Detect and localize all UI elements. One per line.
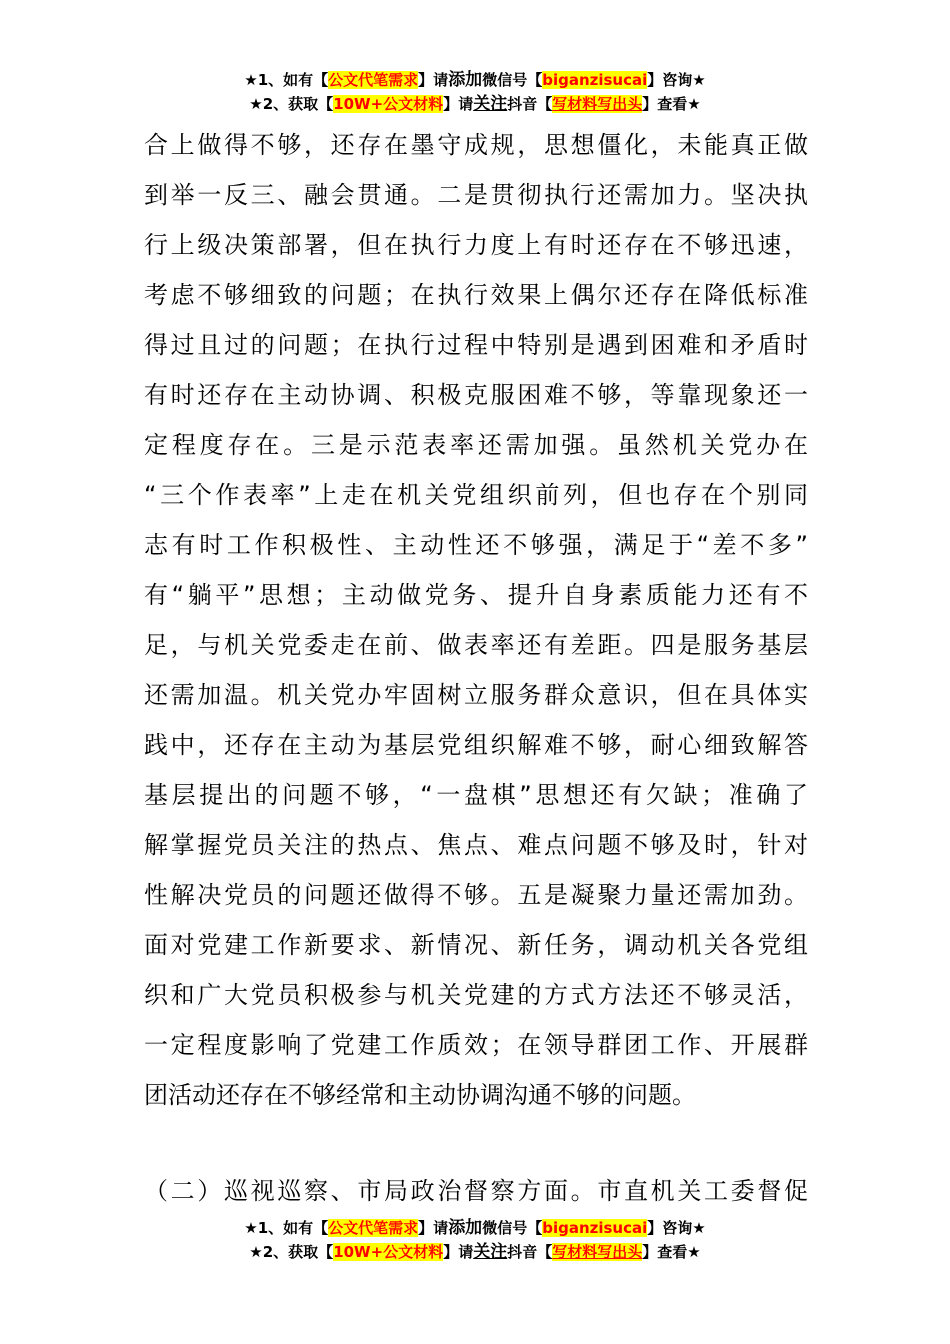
banner-text: 微信号【 (482, 1219, 543, 1237)
paragraph-line: 解掌握党员关注的热点、焦点、难点问题不够及时，针对 (144, 831, 808, 859)
paragraph-line: 到举一反三、融会贯通。二是贯彻执行还需加力。坚决执 (144, 181, 808, 209)
banner-line-1 (0, 1216, 950, 1240)
top-banner (0, 68, 950, 116)
paragraph-line: 有时还存在主动协调、积极克服困难不够，等靠现象还一 (144, 381, 808, 409)
paragraph-line: 践中，还存在主动为基层党组织解难不够，耐心细致解答 (144, 731, 808, 759)
banner-text: 添加 (448, 70, 483, 90)
banner-text: 】请 (418, 71, 449, 89)
offer-highlight: 10W+公文材料 (333, 1243, 444, 1261)
service-highlight: 公文代笔需求 (328, 1219, 419, 1237)
banner-text: 微信号【 (482, 71, 543, 89)
paragraph-line: 团活动还存在不够经常和主动协调沟通不够的问题。 (144, 1081, 696, 1109)
banner-text: 】查看★ (642, 95, 701, 113)
section-heading: （二）巡视巡察、市局政治督察方面。市直机关工委督促 (144, 1177, 808, 1205)
banner-line-2 (0, 92, 950, 116)
paragraph-line: 考虑不够细致的问题；在执行效果上偶尔还存在降低标准 (144, 281, 808, 309)
banner-text: 】请 (443, 1243, 474, 1261)
banner-text: ★1、如有【 (244, 71, 329, 89)
banner-text: 】咨询★ (647, 1219, 706, 1237)
paragraph-line: 性解决党员的问题还做得不够。五是凝聚力量还需加劲。 (144, 881, 808, 909)
banner-text: ★2、获取【 (249, 95, 334, 113)
banner-text: 】请 (418, 1219, 449, 1237)
paragraph-line: 织和广大党员积极参与机关党建的方式方法还不够灵活， (144, 981, 808, 1009)
wechat-id-highlight: biganzisucai (542, 71, 648, 89)
paragraph-line: 合上做得不够，还存在墨守成规，思想僵化，未能真正做 (144, 131, 808, 159)
douyin-highlight: 写材料写出头 (552, 1243, 643, 1261)
banner-text: 】咨询★ (647, 71, 706, 89)
paragraph-line: 足，与机关党委走在前、做表率还有差距。四是服务基层 (144, 631, 808, 659)
paragraph-line: 基层提出的问题不够，“一盘棋”思想还有欠缺；准确了 (144, 781, 808, 809)
banner-text: 】查看★ (642, 1243, 701, 1261)
banner-text: ★1、如有【 (244, 1219, 329, 1237)
banner-line-2 (0, 1240, 950, 1264)
paragraph-line: 志有时工作积极性、主动性还不够强，满足于“差不多” (144, 531, 808, 559)
banner-text: ★2、获取【 (249, 1243, 334, 1261)
banner-line-1 (0, 68, 950, 92)
banner-text: 】请 (443, 95, 474, 113)
banner-text: 添加 (448, 1218, 483, 1238)
banner-text: 关注 (473, 94, 508, 114)
offer-highlight: 10W+公文材料 (333, 95, 444, 113)
paragraph-line: 还需加温。机关党办牢固树立服务群众意识，但在具体实 (144, 681, 808, 709)
banner-text: 抖音【 (507, 1243, 553, 1261)
wechat-id-highlight: biganzisucai (542, 1219, 648, 1237)
service-highlight: 公文代笔需求 (328, 71, 419, 89)
paragraph-line: 有“躺平”思想；主动做党务、提升自身素质能力还有不 (144, 581, 808, 609)
paragraph-line: 面对党建工作新要求、新情况、新任务，调动机关各党组 (144, 931, 808, 959)
paragraph-line: 行上级决策部署，但在执行力度上有时还存在不够迅速， (144, 231, 808, 259)
banner-text: 抖音【 (507, 95, 553, 113)
paragraph-line: 定程度存在。三是示范表率还需加强。虽然机关党办在 (144, 431, 808, 459)
bottom-banner (0, 1216, 950, 1264)
paragraph-line: 一定程度影响了党建工作质效；在领导群团工作、开展群 (144, 1031, 808, 1059)
body-paragraph (144, 120, 808, 1120)
paragraph-line: 得过且过的问题；在执行过程中特别是遇到困难和矛盾时 (144, 331, 808, 359)
douyin-highlight: 写材料写出头 (552, 95, 643, 113)
banner-text: 关注 (473, 1242, 508, 1262)
section-heading-block (144, 1166, 808, 1216)
paragraph-line: “三个作表率”上走在机关党组织前列，但也存在个别同 (144, 481, 808, 509)
